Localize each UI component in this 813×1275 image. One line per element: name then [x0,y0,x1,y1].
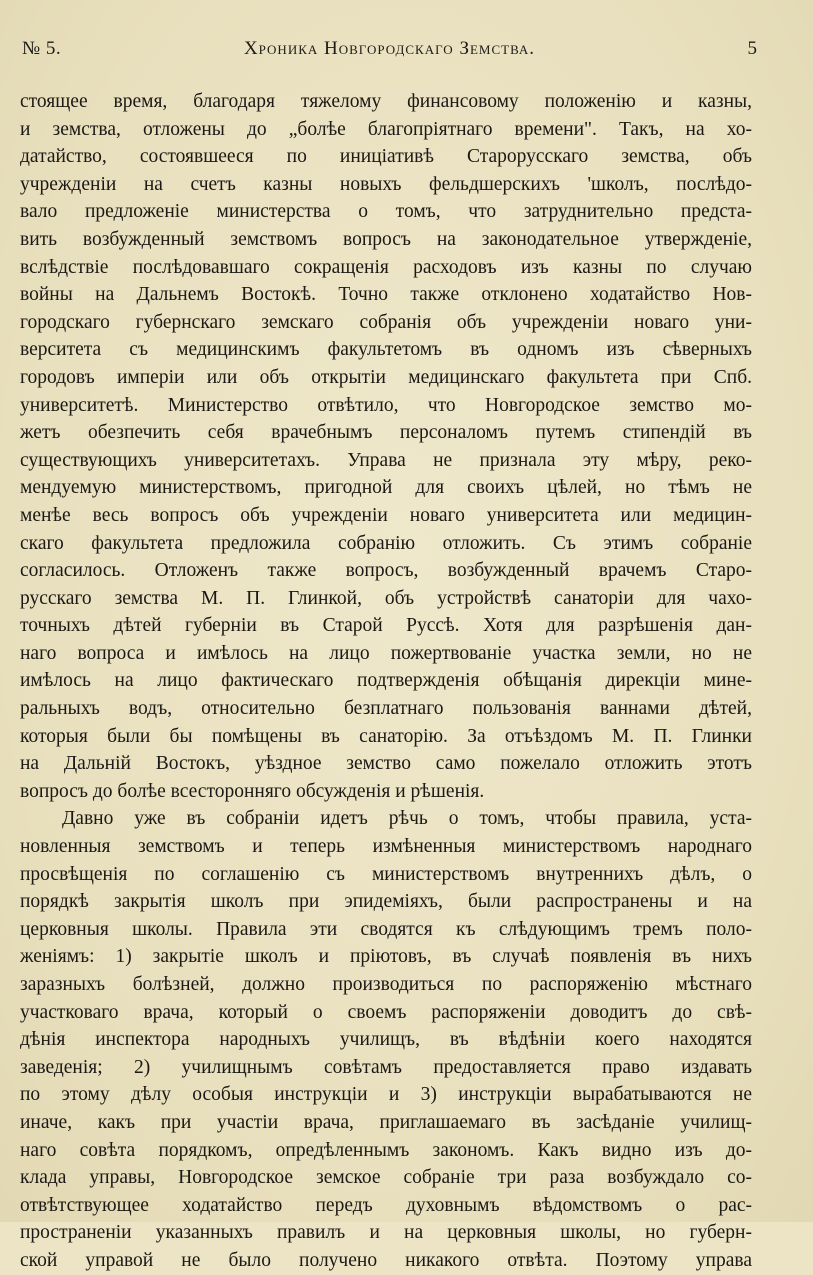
text-line: датайство, состоявшееся по иниціативѣ Старорусскаго земства, объ [20,146,752,168]
page-header [22,38,757,64]
text-line: церковныя школы. Правила эти сводятся къ слѣдующимъ тремъ поло- [20,918,752,940]
text-line: менѣе весь вопросъ объ учрежденіи новаго университета или медицин- [20,504,752,526]
text-line: русскаго земства М. П. Глинкой, объ устройствѣ санаторіи для чахо- [20,587,752,609]
text-line: вить возбужденный земствомъ вопросъ на законодательное утвержденіе, [20,228,752,250]
text-line: точныхъ дѣтей губерніи въ Старой Руссѣ. Хотя для разрѣшенія дан- [20,615,752,637]
text-line: по этому дѣлу особыя инструкціи и 3) инструкціи вырабатываются не [20,1084,752,1106]
running-title: Хроника Новгородскаго Земства. [243,38,536,59]
text-line: клада управы, Новгородское земское собраніе три раза возбуждало со- [20,1167,752,1189]
text-line: вало предложеніе министерства о томъ, что затруднительно предста- [20,201,752,223]
text-line: городскаго губернскаго земскаго собранія объ учрежденіи новаго уни- [20,311,752,333]
text-line: новленныя земствомъ и теперь измѣненныя министерствомъ народнаго [20,836,752,858]
text-line: иначе, какъ при участіи врача, приглашаемаго въ засѣданіе училищ- [20,1111,752,1133]
text-line: университетѣ. Министерство отвѣтило, что Новгородское земство мо- [20,394,752,416]
text-line: городовъ имперіи или объ открытіи медицинскаго факультета при Спб. [20,366,752,388]
text-line: отвѣтствующее ходатайство передъ духовнымъ вѣдомствомъ о рас- [20,1194,752,1216]
text-line: скаго факультета предложила собранію отложить. Съ этимъ собраніе [20,532,752,554]
text-line: наго совѣта порядкомъ, опредѣленнымъ закономъ. Какъ видно изъ до- [20,1139,752,1161]
text-line: стоящее время, благодаря тяжелому финансовому положенію и казны, [20,91,752,112]
text-line: женіямъ: 1) закрытіе школъ и пріютовъ, въ случаѣ появленія въ нихъ [20,946,752,968]
text-line: ской управой не было получено никакого отвѣта. Поэтому управа [20,1249,752,1271]
text-line: имѣлось на лицо фактическаго подтвержденія обѣщанія дирекціи мине- [20,670,752,692]
text-line: заразныхъ болѣзней, должно производиться по распоряженію мѣстнаго [20,974,752,995]
text-line: учрежденіи на счетъ казны новыхъ фельдшерскихъ 'школъ, послѣдо- [20,173,752,195]
issue-number: № 5. [22,38,62,59]
paragraph-last-line: вопросъ до болѣе всесторонняго обсужденія и рѣшенія. [20,780,485,802]
text-line: ральныхъ водъ, относительно безплатнаго пользованія ваннами дѣтей, [20,698,752,720]
text-line: наго вопроса и имѣлось на лицо пожертвованіе участка земли, но не [20,642,752,664]
text-line: дѣнія инспектора народныхъ училищъ, въ вѣдѣніи коего находятся [20,1029,752,1051]
text-line: на Дальній Востокъ, уѣздное земство само пожелало отложить этотъ [20,753,752,775]
text-line: войны на Дальнемъ Востокѣ. Точно также отклонено ходатайство Нов- [20,284,752,306]
page-number: 5 [747,38,757,59]
text-line: порядкѣ закрытія школъ при эпидеміяхъ, были распространены и на [20,891,752,913]
paragraph-first-line: Давно уже въ собраніи идетъ рѣчь о томъ, чтобы правила, уста- [62,808,752,830]
text-line: пространеніи указанныхъ правилъ и на церковныя школы, но губерн- [20,1222,752,1244]
text-line: верситета съ медицинскимъ факультетомъ въ одномъ изъ сѣверныхъ [20,339,752,361]
body-text [20,88,752,1275]
text-line: и земства, отложены до „болѣе благопріятнаго времени". Такъ, на хо- [20,118,752,140]
text-line: просвѣщенія по соглашенію съ министерствомъ внутреннихъ дѣлъ, о [20,863,752,885]
text-line: существующихъ университетахъ. Управа не признала эту мѣру, реко- [20,449,752,471]
text-line: которыя были бы помѣщены въ санаторію. За отъѣздомъ М. П. Глинки [20,725,752,747]
text-line: вслѣдствіе послѣдовавшаго сокращенія расходовъ изъ казны по случаю [20,256,752,278]
text-line: участковаго врача, который о своемъ распоряженіи доводитъ до свѣ- [20,1001,752,1023]
text-line: согласилось. Отложенъ также вопросъ, возбужденный врачемъ Старо- [20,560,752,582]
text-line: жетъ обезпечить себя врачебнымъ персоналомъ путемъ стипендій въ [20,422,752,444]
text-line: заведенія; 2) училищнымъ совѣтамъ предоставляется право издавать [20,1056,752,1078]
text-line: мендуемую министерствомъ, пригодной для своихъ цѣлей, но тѣмъ не [20,477,752,499]
